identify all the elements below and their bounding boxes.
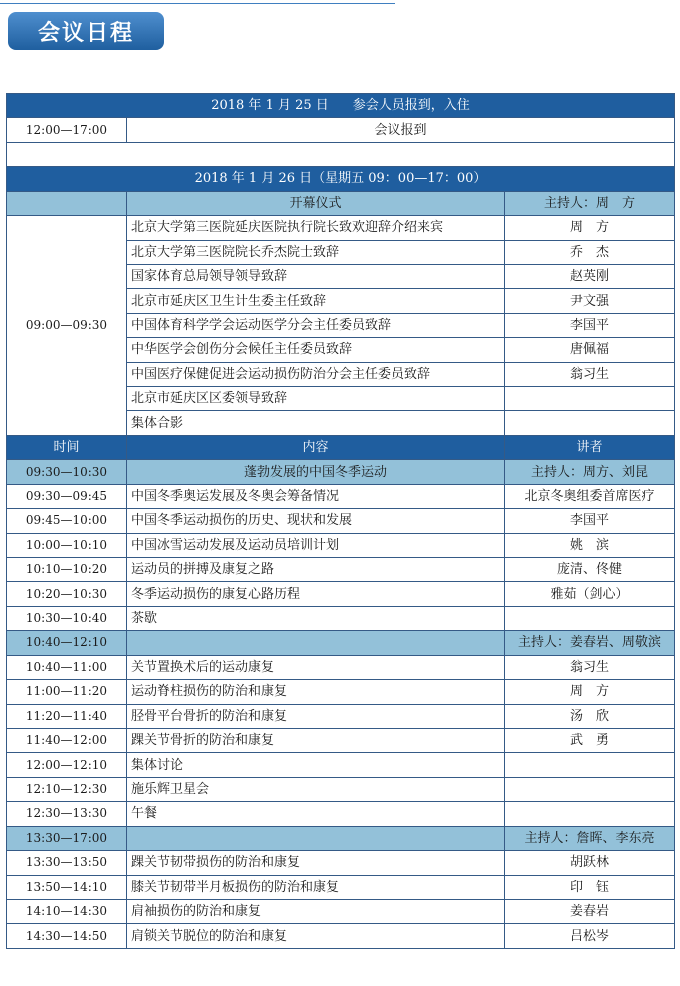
content-cell: 肩锁关节脱位的防治和康复: [127, 924, 505, 948]
table-row: [7, 582, 675, 606]
speaker-cell: 赵英刚: [505, 264, 675, 288]
day1-header-row: [7, 94, 675, 118]
content-cell: 关节置换术后的运动康复: [127, 655, 505, 679]
column-header-content: 内容: [127, 435, 505, 459]
speaker-cell: 李国平: [505, 509, 675, 533]
content-cell: 北京市延庆区卫生计生委主任致辞: [127, 289, 505, 313]
speaker-cell: 北京冬奥组委首席医疗: [505, 484, 675, 508]
content-cell: 中华医学会创伤分会候任主任委员致辞: [127, 338, 505, 362]
content-cell: 运动脊柱损伤的防治和康复: [127, 680, 505, 704]
time-cell: 11:40—12:00: [7, 728, 127, 752]
column-header-speaker: 讲者: [505, 435, 675, 459]
time-cell: 10:10—10:20: [7, 558, 127, 582]
speaker-cell: [505, 606, 675, 630]
time-cell: 12:10—12:30: [7, 777, 127, 801]
time-cell: 13:50—14:10: [7, 875, 127, 899]
table-row: [7, 924, 675, 948]
table-row: [7, 533, 675, 557]
speaker-cell: 周 方: [505, 216, 675, 240]
content-cell: 运动员的拼搏及康复之路: [127, 558, 505, 582]
table-row: [7, 118, 675, 142]
table-row: [7, 606, 675, 630]
time-cell: 13:30—13:50: [7, 851, 127, 875]
table-row: [7, 875, 675, 899]
session-header-row: [7, 631, 675, 655]
session-header-row: [7, 460, 675, 484]
speaker-cell: 尹文强: [505, 289, 675, 313]
content-cell: 茶歇: [127, 606, 505, 630]
time-cell: 10:40—11:00: [7, 655, 127, 679]
session-time: 13:30—17:00: [7, 826, 127, 850]
time-cell: 14:10—14:30: [7, 899, 127, 923]
day1-date: 2018 年 1 月 25 日: [211, 98, 329, 114]
speaker-cell: 姜春岩: [505, 899, 675, 923]
content-cell: 踝关节骨折的防治和康复: [127, 728, 505, 752]
speaker-cell: 吕松岑: [505, 924, 675, 948]
content-cell: 中国冬季运动损伤的历史、现状和发展: [127, 509, 505, 533]
speaker-cell: 庞清、佟健: [505, 558, 675, 582]
time-cell: 10:00—10:10: [7, 533, 127, 557]
table-row: [7, 509, 675, 533]
time-cell: 11:00—11:20: [7, 680, 127, 704]
content-cell: 会议报到: [127, 118, 675, 142]
time-cell: 09:00—09:30: [7, 216, 127, 436]
day1-desc: 参会人员报到，入住: [352, 98, 470, 114]
empty-cell: [7, 142, 675, 166]
speaker-cell: 姚 滨: [505, 533, 675, 557]
speaker-cell: 李国平: [505, 313, 675, 337]
speaker-cell: 乔 杰: [505, 240, 675, 264]
session-header-row: [7, 826, 675, 850]
session-title: [127, 631, 505, 655]
time-cell: 14:30—14:50: [7, 924, 127, 948]
table-row: [7, 802, 675, 826]
content-cell: 北京大学第三医院院长乔杰院士致辞: [127, 240, 505, 264]
session-host: 主持人：周方、刘昆: [505, 460, 675, 484]
content-cell: 国家体育总局领导领导致辞: [127, 264, 505, 288]
content-cell: 膝关节韧带半月板损伤的防治和康复: [127, 875, 505, 899]
top-rule: [0, 3, 395, 4]
content-cell: 中国冬季奥运发展及冬奥会筹备情况: [127, 484, 505, 508]
speaker-cell: [505, 802, 675, 826]
session-title: [127, 826, 505, 850]
speaker-cell: [505, 387, 675, 411]
session-title: 蓬勃发展的中国冬季运动: [127, 460, 505, 484]
empty-cell: [7, 191, 127, 215]
content-cell: 北京市延庆区区委领导致辞: [127, 387, 505, 411]
table-row: [7, 728, 675, 752]
speaker-cell: 翁习生: [505, 655, 675, 679]
speaker-cell: 汤 欣: [505, 704, 675, 728]
content-cell: 施乐辉卫星会: [127, 777, 505, 801]
table-row: [7, 753, 675, 777]
speaker-cell: [505, 753, 675, 777]
content-cell: 北京大学第三医院延庆医院执行院长致欢迎辞介绍来宾: [127, 216, 505, 240]
time-cell: 12:00—12:10: [7, 753, 127, 777]
day2-header: 2018 年 1 月 26 日（星期五 09：00—17：00）: [7, 167, 675, 191]
time-cell: 09:30—09:45: [7, 484, 127, 508]
time-cell: 12:30—13:30: [7, 802, 127, 826]
content-cell: 中国冰雪运动发展及运动员培训计划: [127, 533, 505, 557]
blank-row: [7, 142, 675, 166]
speaker-cell: [505, 411, 675, 435]
speaker-cell: [505, 777, 675, 801]
speaker-cell: 雅茹（剑心）: [505, 582, 675, 606]
content-cell: 中国体育科学学会运动医学分会主任委员致辞: [127, 313, 505, 337]
speaker-cell: 胡跃林: [505, 851, 675, 875]
table-row: [7, 899, 675, 923]
content-cell: 胫骨平台骨折的防治和康复: [127, 704, 505, 728]
time-cell: 10:30—10:40: [7, 606, 127, 630]
table-row: [7, 484, 675, 508]
session-time: 10:40—12:10: [7, 631, 127, 655]
time-cell: 12:00—17:00: [7, 118, 127, 142]
day1-header: [7, 94, 675, 118]
session-host: 主持人：姜春岩、周敬滨: [505, 631, 675, 655]
table-row: [7, 680, 675, 704]
time-cell: 09:45—10:00: [7, 509, 127, 533]
opening-host: 主持人：周 方: [505, 191, 675, 215]
opening-header-row: [7, 191, 675, 215]
table-row: [7, 777, 675, 801]
session-time: 09:30—10:30: [7, 460, 127, 484]
day2-header-row: [7, 167, 675, 191]
table-row: [7, 216, 675, 240]
speaker-cell: 唐佩福: [505, 338, 675, 362]
table-row: [7, 851, 675, 875]
speaker-cell: 武 勇: [505, 728, 675, 752]
table-row: [7, 655, 675, 679]
content-cell: 踝关节韧带损伤的防治和康复: [127, 851, 505, 875]
page-title: 会议日程: [8, 12, 164, 50]
column-header-row: [7, 435, 675, 459]
time-cell: 10:20—10:30: [7, 582, 127, 606]
content-cell: 肩袖损伤的防治和康复: [127, 899, 505, 923]
column-header-time: 时间: [7, 435, 127, 459]
speaker-cell: 周 方: [505, 680, 675, 704]
content-cell: 午餐: [127, 802, 505, 826]
opening-title: 开幕仪式: [127, 191, 505, 215]
table-row: [7, 704, 675, 728]
content-cell: 冬季运动损伤的康复心路历程: [127, 582, 505, 606]
schedule-table: [6, 93, 675, 949]
content-cell: 集体合影: [127, 411, 505, 435]
content-cell: 集体讨论: [127, 753, 505, 777]
table-row: [7, 558, 675, 582]
speaker-cell: 翁习生: [505, 362, 675, 386]
time-cell: 11:20—11:40: [7, 704, 127, 728]
session-host: 主持人：詹晖、李东亮: [505, 826, 675, 850]
speaker-cell: 印 钰: [505, 875, 675, 899]
content-cell: 中国医疗保健促进会运动损伤防治分会主任委员致辞: [127, 362, 505, 386]
